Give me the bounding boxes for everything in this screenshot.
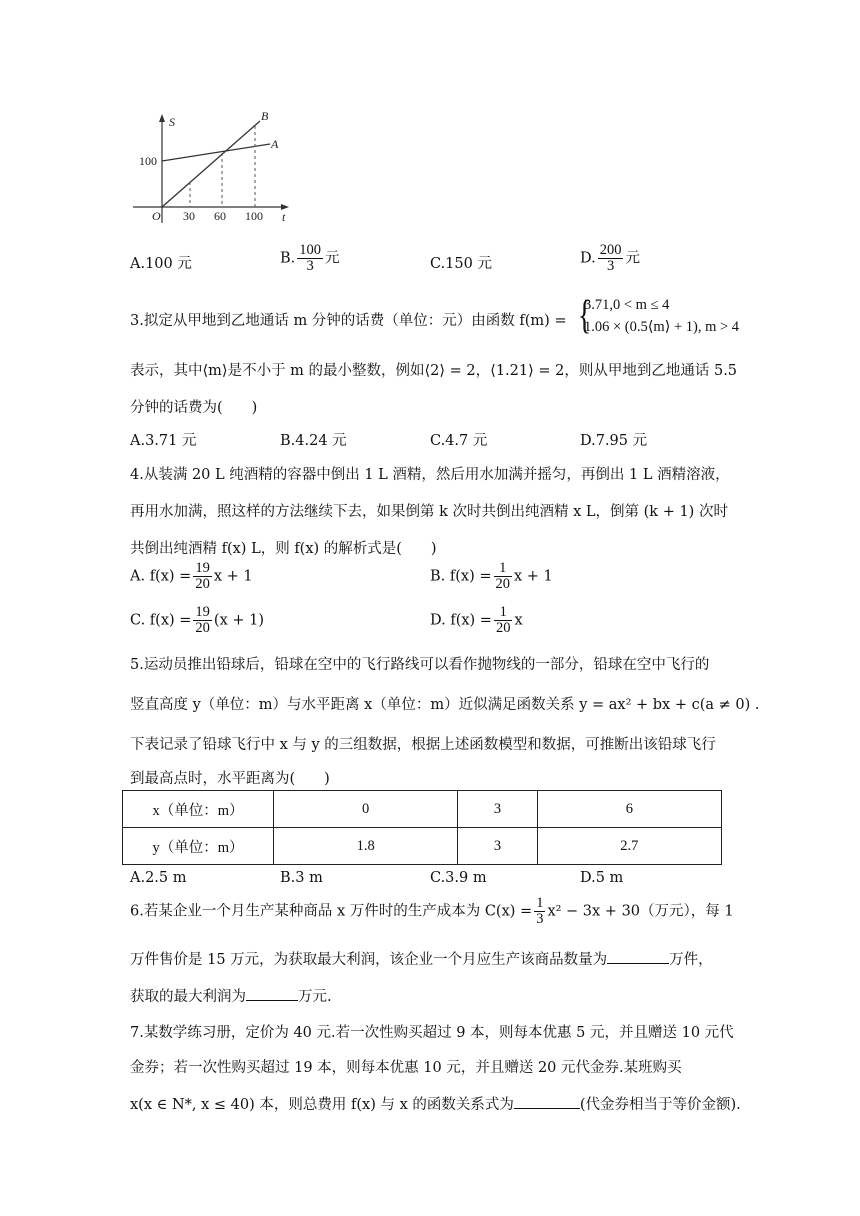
piecewise-case: 1.06 × (0.5⟨m⟩ + 1), m > 4 xyxy=(584,319,740,335)
unit: 元 xyxy=(625,250,640,267)
q3-stem-line: 表示，其中⟨m⟩是不小于 m 的最小整数，例如⟨2⟩ = 2，⟨1.21⟩ = 2，则从甲地到乙地通话 5.5 xyxy=(130,363,738,379)
table-cell: 2.7 xyxy=(537,828,721,865)
q7-stem-line: 7.某数学练习册，定价为 40 元.若一次性购买超过 9 本，则每本优惠 5 元，并且赠送 10 元代 xyxy=(130,1025,734,1041)
numerator: 200 xyxy=(599,242,622,258)
table-cell: 6 xyxy=(537,791,721,828)
option-prefix: B. xyxy=(280,250,296,267)
line-b xyxy=(162,121,260,207)
s-axis-arrow xyxy=(159,114,165,122)
q5-option-d: D.5 m xyxy=(580,870,624,886)
x-tick-label: 30 xyxy=(183,209,195,223)
table-row xyxy=(123,828,722,865)
q5-stem-line: 到最高点时，水平距离为( ) xyxy=(130,771,330,787)
option-suffix: x + 1 xyxy=(514,568,553,585)
q3-stem-line: 分钟的话费为( ) xyxy=(130,400,258,416)
option-prefix: A. f(x) = xyxy=(130,568,192,585)
q3-option-d: D.7.95 元 xyxy=(580,433,648,449)
t-axis-label: t xyxy=(282,210,286,224)
q2-option-b xyxy=(280,243,340,274)
numerator: 100 xyxy=(299,242,322,258)
unit: 元 xyxy=(325,250,340,267)
answer-blank[interactable] xyxy=(246,986,298,1001)
option-prefix: D. xyxy=(580,250,596,267)
distance-time-graph xyxy=(125,108,300,226)
q5-option-a: A.2.5 m xyxy=(130,870,187,886)
line-a-label: A xyxy=(271,137,279,151)
numerator: 1 xyxy=(494,605,513,621)
q3-stem-line: 3.拟定从甲地到乙地通话 m 分钟的话费（单位：元）由函数 f(m) = xyxy=(130,313,567,329)
denominator: 3 xyxy=(306,258,314,274)
q4-stem-line: 共倒出纯酒精 f(x) L，则 f(x) 的解析式是( ) xyxy=(130,541,437,557)
s-axis-label: S xyxy=(169,115,175,129)
line-b-label: B xyxy=(261,109,269,123)
origin-label: O xyxy=(152,209,161,223)
q6-stem-line xyxy=(130,985,332,1006)
table-cell: 1.8 xyxy=(274,828,458,865)
q5-option-b: B.3 m xyxy=(280,870,323,886)
fraction xyxy=(193,605,212,636)
table-row-label: x（单位：m） xyxy=(123,791,274,828)
answer-blank[interactable] xyxy=(607,949,669,964)
fraction xyxy=(534,896,545,927)
numerator: 19 xyxy=(195,560,210,576)
option-prefix: C. f(x) = xyxy=(130,612,192,629)
piecewise-case: 3.71,0 < m ≤ 4 xyxy=(584,297,670,313)
denominator: 20 xyxy=(495,620,511,636)
fraction xyxy=(297,243,323,274)
q5-stem-line: 下表记录了铅球飞行中 x 与 y 的三组数据，根据上述函数模型和数据，可推断出该铅球飞行 xyxy=(130,737,716,753)
q6-text: 万件售价是 15 万元，为获取最大利润，该企业一个月应生产该商品数量为 xyxy=(130,952,608,968)
x-tick-label: 60 xyxy=(214,209,226,223)
q6-text: 6.若某企业一个月生产某种商品 x 万件时的生产成本为 C(x) = xyxy=(130,903,533,920)
denominator: 3 xyxy=(536,911,544,927)
option-prefix: D. f(x) = xyxy=(430,612,492,629)
denominator: 20 xyxy=(495,576,510,592)
option-prefix: B. f(x) = xyxy=(430,568,492,585)
q6-stem-line xyxy=(130,948,713,969)
option-suffix: (x + 1) xyxy=(213,612,265,629)
denominator: 3 xyxy=(606,258,615,274)
q5-data-table xyxy=(122,790,722,865)
numerator: 1 xyxy=(536,895,544,911)
answer-blank[interactable] xyxy=(514,1094,580,1109)
q4-option-d xyxy=(430,605,523,636)
table-row-label: y（单位：m） xyxy=(123,828,274,865)
fraction xyxy=(494,561,513,592)
denominator: 20 xyxy=(195,620,210,636)
piecewise-brace: { xyxy=(577,292,592,337)
table-cell: 0 xyxy=(274,791,458,828)
option-suffix: x + 1 xyxy=(213,568,253,585)
q3-option-c: C.4.7 元 xyxy=(430,433,488,449)
y-tick-label: 100 xyxy=(139,154,157,168)
q2-option-d xyxy=(580,243,640,274)
q7-text: x(x ∈ N*, x ≤ 40) 本，则总费用 f(x) 与 x 的函数关系式为 xyxy=(130,1097,514,1113)
table-cell: 3 xyxy=(458,791,537,828)
q7-text: (代金券相当于等价金额). xyxy=(579,1097,741,1113)
q4-option-b xyxy=(430,561,553,592)
q4-stem-line: 再用水加满，照这样的方法继续下去，如果倒第 k 次时共倒出纯酒精 x L，倒第 (k + 1) 次时 xyxy=(130,504,728,520)
q4-stem-line: 4.从装满 20 L 纯酒精的容器中倒出 1 L 酒精，然后用水加满并摇匀，再倒出 1 L 酒精溶液， xyxy=(130,467,730,483)
q6-text: 万件， xyxy=(669,952,713,968)
q3-option-a: A.3.71 元 xyxy=(130,433,197,449)
q5-stem-line: 5.运动员推出铅球后，铅球在空中的飞行路线可以看作抛物线的一部分，铅球在空中飞行的 xyxy=(130,657,710,673)
option-suffix: x xyxy=(514,612,523,629)
q3-option-b: B.4.24 元 xyxy=(280,433,347,449)
q2-option-c: C.150 元 xyxy=(430,256,492,272)
q5-stem-line: 竖直高度 y（单位：m）与水平距离 x（单位：m）近似满足函数关系 y = ax² + bx + c(a ≠ 0) . xyxy=(130,697,760,713)
q6-text: 万元. xyxy=(298,989,332,1005)
q5-option-c: C.3.9 m xyxy=(430,870,487,886)
fraction xyxy=(494,605,513,636)
q7-stem-line: 金券；若一次性购买超过 19 本，则每本优惠 10 元，并且赠送 20 元代金券.某班购买 xyxy=(130,1060,682,1076)
fraction xyxy=(193,561,212,592)
denominator: 20 xyxy=(195,576,210,592)
numerator: 1 xyxy=(494,561,513,577)
q6-text: x² − 3x + 30（万元），每 1 xyxy=(547,903,734,920)
q4-option-a xyxy=(130,561,253,592)
q7-stem-line xyxy=(130,1093,741,1114)
q4-option-c xyxy=(130,605,264,636)
q6-text: 获取的最大利润为 xyxy=(130,989,246,1005)
q2-option-a: A.100 元 xyxy=(130,256,192,272)
fraction xyxy=(598,243,624,274)
q6-stem-line xyxy=(130,896,734,927)
table-row xyxy=(123,791,722,828)
line-a xyxy=(162,144,270,161)
numerator: 19 xyxy=(195,604,210,620)
x-tick-label: 100 xyxy=(245,209,263,223)
table-cell: 3 xyxy=(458,828,537,865)
